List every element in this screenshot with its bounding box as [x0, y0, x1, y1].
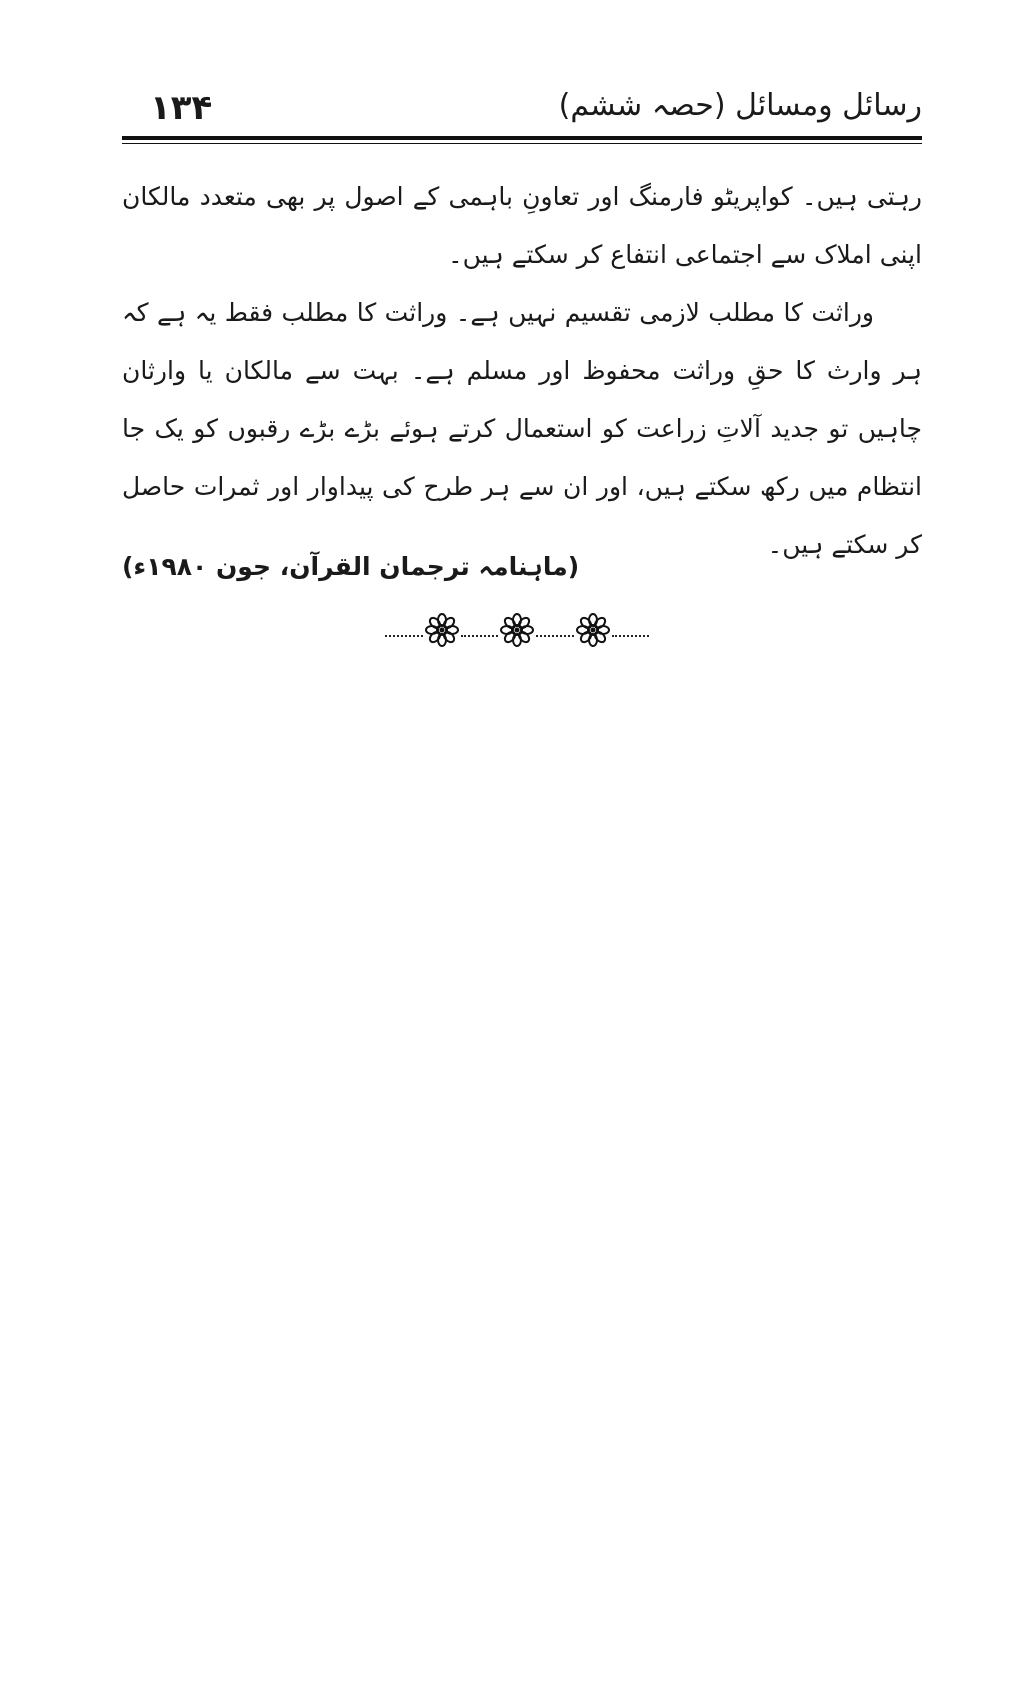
flower-ornament-icon — [500, 613, 534, 647]
ornament-dots — [612, 635, 650, 637]
flower-ornament-icon — [425, 613, 459, 647]
header-rule-thick — [122, 136, 922, 140]
body-text — [122, 168, 922, 574]
section-end-ornament — [383, 612, 651, 648]
running-title: رسائل ومسائل (حصہ ششم) — [558, 88, 922, 123]
header-rule-thin — [122, 143, 922, 144]
flower-ornament-icon — [576, 613, 610, 647]
ornament-dots — [461, 635, 499, 637]
page-number: ۱۳۴ — [150, 88, 213, 128]
ornament-dots — [385, 635, 423, 637]
page-header — [122, 88, 922, 132]
source-citation: (ماہنامہ ترجمان القرآن، جون ۱۹۸۰ء) — [122, 552, 580, 581]
paragraph-2: وراثت کا مطلب لازمی تقسیم نہیں ہے۔ وراثت کا مطلب فقط یہ ہے کہ ہر وارث کا حقِ وراثت محفوظ اور مسلم ہے۔ بہت سے مالکان یا وارثان چاہیں تو جدید آلاتِ زراعت کو استعمال کرتے ہوئے بڑے بڑے رقبوں کو یک جا انتظام میں رکھ سکتے ہیں، اور ان سے ہر طرح کی پیداوار اور ثمرات حاصل کر سکتے ہیں۔ — [122, 298, 922, 559]
paragraph-1: رہتی ہیں۔ کواپریٹو فارمنگ اور تعاونِ باہمی کے اصول پر بھی متعدد مالکان اپنی املاک سے اجتماعی انتفاع کر سکتے ہیں۔ — [122, 182, 922, 269]
ornament-dots — [536, 635, 574, 637]
